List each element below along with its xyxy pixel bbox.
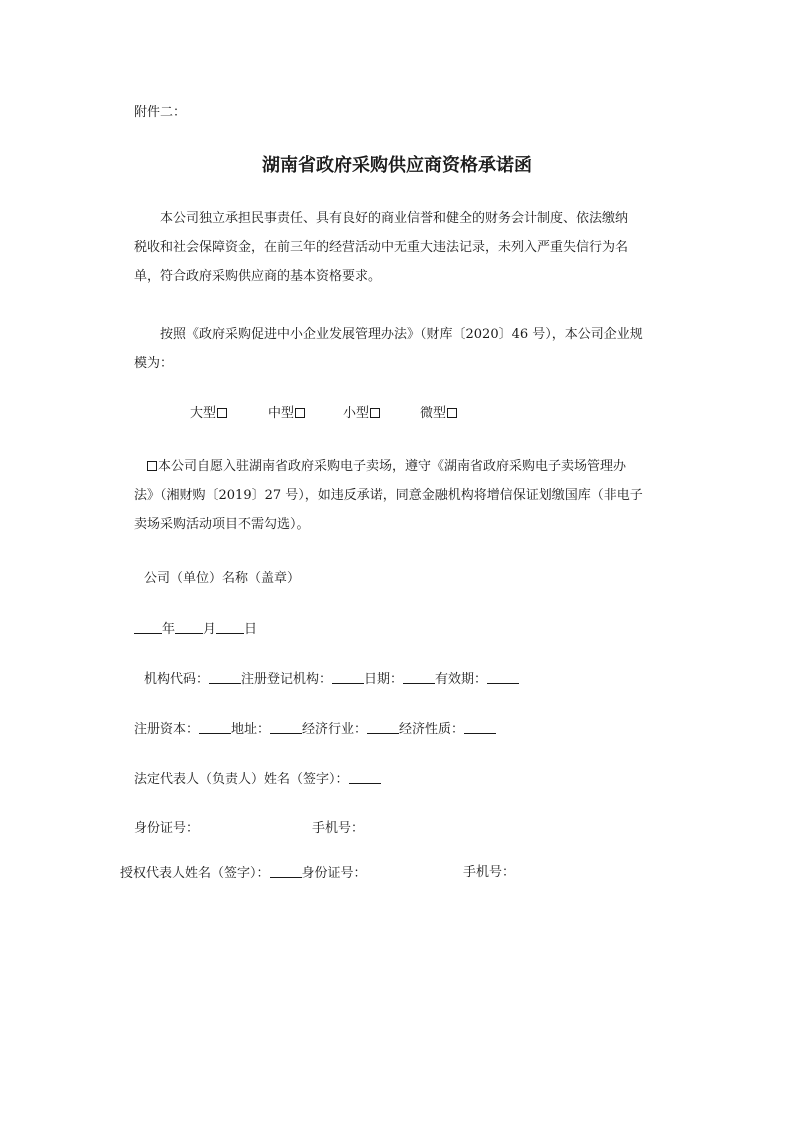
address-label: 地址：	[231, 722, 271, 737]
day-blank[interactable]	[216, 622, 244, 634]
nature-blank[interactable]	[464, 722, 496, 734]
paragraph-line: 模为：	[134, 356, 174, 371]
auth-rep-line	[120, 866, 367, 880]
reg-authority-blank[interactable]	[332, 672, 364, 684]
date-field-label: 日期：	[364, 672, 404, 687]
date-field-blank[interactable]	[403, 672, 435, 684]
paragraph-line: 卖场采购活动项目不需勾选）。	[134, 517, 310, 532]
checkbox-icon[interactable]	[370, 408, 380, 418]
paragraph-line: 按照《政府采购促进中小企业发展管理办法》（财库〔2020〕46 号），本公司企业规	[160, 327, 643, 342]
document-title: 湖南省政府采购供应商资格承诺函	[262, 155, 532, 176]
validity-label: 有效期：	[435, 672, 488, 687]
date-line	[134, 622, 257, 636]
month-blank[interactable]	[175, 622, 203, 634]
legal-rep-phone-line	[312, 822, 364, 835]
legal-rep-id-line	[134, 822, 199, 835]
org-code-blank[interactable]	[209, 672, 241, 684]
phone-label: 手机号：	[312, 821, 365, 836]
scale-option-label: 微型	[420, 406, 447, 421]
scale-option-label: 中型	[268, 406, 295, 421]
auth-rep-label: 授权代表人姓名（签字）：	[120, 866, 270, 881]
checkbox-icon[interactable]	[147, 461, 157, 471]
legal-rep-blank[interactable]	[349, 772, 381, 784]
auth-rep-phone-line	[463, 866, 515, 879]
paragraph-line: 本公司独立承担民事责任、具有良好的商业信誉和健全的财务会计制度、依法缴纳	[160, 211, 629, 226]
scale-option-label: 小型	[343, 406, 370, 421]
attachment-label: 附件二：	[134, 105, 187, 120]
legal-rep-line	[134, 772, 381, 786]
legal-rep-label: 法定代表人（负责人）姓名（签字）：	[134, 772, 349, 787]
industry-blank[interactable]	[367, 722, 399, 734]
scale-option-small[interactable]	[343, 407, 380, 420]
year-blank[interactable]	[134, 622, 162, 634]
year-label: 年	[162, 622, 176, 637]
scale-option-micro[interactable]	[420, 407, 457, 420]
scale-option-large[interactable]	[190, 407, 227, 420]
paragraph-line	[147, 460, 626, 473]
auth-rep-blank[interactable]	[270, 866, 302, 878]
checkbox-icon[interactable]	[447, 408, 457, 418]
capital-info-line	[134, 722, 496, 736]
reg-authority-label: 注册登记机构：	[241, 672, 333, 687]
checkbox-icon[interactable]	[217, 408, 227, 418]
auth-id-number-label: 身份证号：	[301, 866, 367, 881]
company-name-label: 公司（单位）名称（盖章）	[144, 571, 301, 586]
day-label: 日	[244, 622, 258, 637]
paragraph-text: 本公司自愿入驻湖南省政府采购电子卖场，遵守《湖南省政府采购电子卖场管理办	[158, 459, 627, 474]
address-blank[interactable]	[270, 722, 302, 734]
id-number-label: 身份证号：	[134, 821, 200, 836]
nature-label: 经济性质：	[399, 722, 465, 737]
validity-blank[interactable]	[487, 672, 519, 684]
scale-option-medium[interactable]	[268, 407, 305, 420]
scale-option-label: 大型	[190, 406, 217, 421]
registration-info-line	[144, 672, 519, 686]
month-label: 月	[203, 622, 217, 637]
paragraph-line: 法》（湘财购〔2019〕27 号），如违反承诺，同意金融机构将增信保证划缴国库（非电子	[134, 488, 643, 503]
org-code-label: 机构代码：	[144, 672, 210, 687]
paragraph-line: 税收和社会保障资金，在前三年的经营活动中无重大违法记录，未列入严重失信行为名	[134, 240, 629, 255]
reg-capital-label: 注册资本：	[134, 722, 200, 737]
reg-capital-blank[interactable]	[199, 722, 231, 734]
industry-label: 经济行业：	[302, 722, 368, 737]
checkbox-icon[interactable]	[295, 408, 305, 418]
paragraph-line: 单，符合政府采购供应商的基本资格要求。	[134, 269, 382, 284]
auth-phone-label: 手机号：	[463, 865, 516, 880]
